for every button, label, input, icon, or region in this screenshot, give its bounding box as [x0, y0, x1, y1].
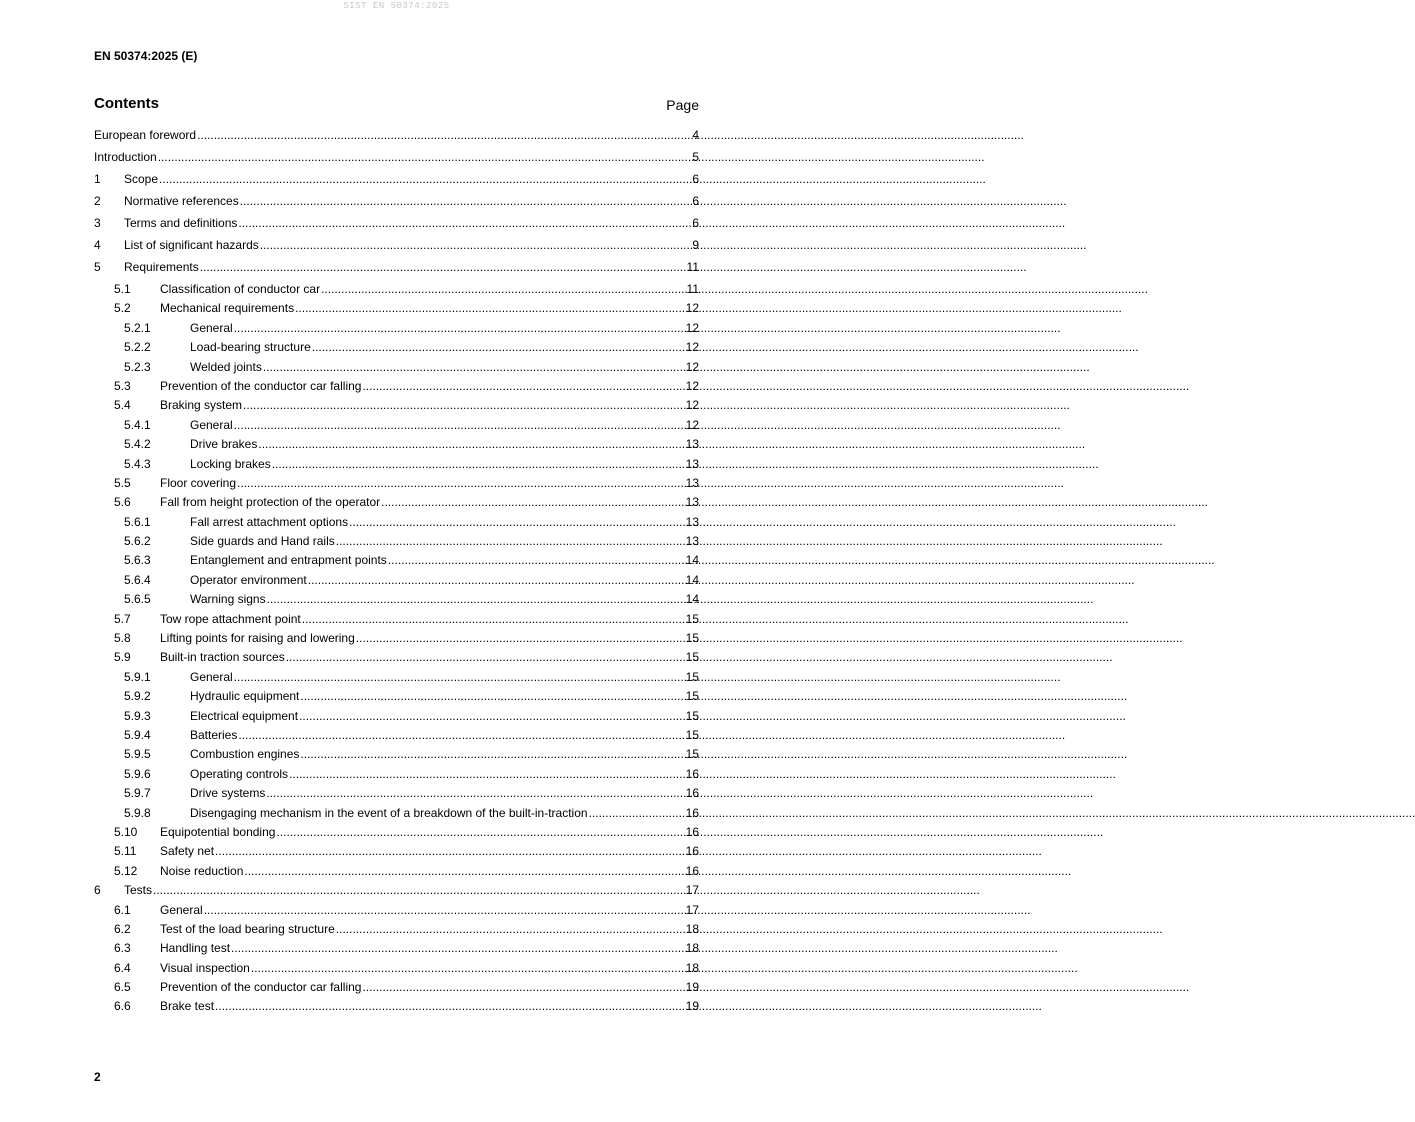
toc-entry-title: Mechanical requirements [160, 301, 295, 316]
toc-entry-page: 11 [686, 260, 699, 274]
toc-dot-leader [237, 476, 685, 491]
toc-entry-title: Floor covering [160, 475, 237, 490]
toc-dot-leader [158, 150, 690, 165]
contents-title: Contents [94, 95, 159, 112]
toc-entry[interactable] [94, 148, 699, 170]
toc-entry-number: 5.2.3 [124, 359, 151, 374]
toc-entry[interactable] [94, 170, 699, 192]
toc-entry-title: Combustion engines [190, 747, 300, 762]
toc-entry-number: 5.6.3 [124, 553, 151, 568]
toc-entry[interactable] [94, 513, 699, 532]
toc-entry[interactable] [94, 804, 699, 823]
toc-entry[interactable] [94, 881, 699, 900]
toc-entry-number: 5.9.7 [124, 786, 151, 801]
toc-entry-title: Safety net [160, 844, 215, 859]
toc-entry-title: Equipotential bonding [160, 824, 276, 839]
toc-entry-page: 12 [685, 398, 699, 413]
toc-dot-leader [276, 825, 684, 840]
toc-entry-title: Operating controls [190, 766, 289, 781]
toc-entry-title: Noise reduction [160, 863, 244, 878]
toc-entry-title: Brake test [160, 999, 215, 1014]
toc-entry-page: 15 [685, 631, 699, 646]
toc-entry-title: List of significant hazards [124, 238, 259, 252]
toc-entry-number: 5.4.3 [124, 456, 151, 471]
toc-entry-number: 5.3 [114, 378, 131, 393]
toc-entry[interactable] [94, 765, 699, 784]
toc-dot-leader [258, 437, 684, 452]
toc-entry-page: 16 [685, 863, 699, 878]
toc-entry-page: 12 [685, 301, 699, 316]
toc-entry[interactable] [94, 726, 699, 745]
toc-dot-leader [349, 515, 685, 530]
toc-entry-title: General [190, 320, 233, 335]
toc-entry-page: 13 [685, 534, 699, 549]
toc-entry-page: 12 [685, 340, 699, 355]
toc-entry-title: Side guards and Hand rails [190, 534, 335, 549]
toc-dot-leader [204, 903, 685, 918]
toc-dot-leader [308, 573, 685, 588]
toc-entry-number: 6.1 [114, 902, 131, 917]
toc-entry-page: 13 [685, 437, 699, 452]
toc-entry-number: 6 [94, 883, 101, 898]
toc-dot-leader [321, 282, 685, 297]
toc-dot-leader [234, 670, 685, 685]
toc-entry-title: Tow rope attachment point [160, 611, 301, 626]
toc-entry-page: 6 [692, 194, 699, 208]
toc-entry-page: 16 [685, 786, 699, 801]
toc-entry-page: 15 [685, 708, 699, 723]
toc-entry-title: Built-in traction sources [160, 650, 285, 665]
toc-entry-title: Batteries [190, 727, 238, 742]
toc-entry[interactable] [94, 842, 699, 861]
toc-entry-number: 5.5 [114, 475, 131, 490]
watermark: SIST EN 50374:2025 [343, 1, 450, 11]
toc-entry-title: Entanglement and entrapment points [190, 553, 387, 568]
toc-entry-page: 16 [685, 766, 699, 781]
toc-entry[interactable] [94, 862, 699, 881]
toc-dot-leader [336, 922, 685, 937]
toc-entry-title: Tests [124, 883, 153, 898]
page-column-label: Page [666, 97, 699, 113]
toc-entry-title: Classification of conductor car [160, 282, 321, 296]
toc-entry[interactable] [94, 920, 699, 939]
toc-dot-leader [388, 553, 685, 568]
toc-dot-leader [299, 709, 685, 724]
toc-entry-page: 12 [685, 359, 699, 374]
toc-dot-leader [266, 786, 684, 801]
toc-entry[interactable] [94, 377, 699, 396]
toc-entry-number: 5.10 [114, 824, 138, 839]
toc-entry[interactable] [94, 648, 699, 667]
toc-entry-page: 18 [685, 960, 699, 975]
toc-dot-leader [238, 216, 690, 231]
toc-entry-page: 16 [685, 824, 699, 839]
toc-entry-page: 17 [685, 883, 699, 898]
toc-entry-number: 5.4.2 [124, 437, 151, 452]
toc-entry-page: 13 [685, 456, 699, 471]
toc-entry-number: 5.6.4 [124, 572, 151, 587]
toc-dot-leader [302, 612, 685, 627]
toc-entry[interactable] [94, 258, 699, 280]
toc-entry-page: 18 [685, 921, 699, 936]
toc-entry[interactable] [94, 435, 699, 454]
toc-entry-title: Fall arrest attachment options [190, 514, 349, 529]
toc-entry-number: 2 [94, 194, 101, 208]
toc-entry-number: 5.6.2 [124, 534, 151, 549]
toc-entry-page: 9 [692, 238, 699, 252]
toc-entry[interactable] [94, 823, 699, 842]
toc-entry-page: 15 [685, 747, 699, 762]
toc-dot-leader [362, 980, 684, 995]
toc-dot-leader [251, 961, 685, 976]
toc-entry-page: 15 [685, 650, 699, 665]
toc-entry-title: Lifting points for raising and lowering [160, 631, 355, 646]
toc-entry-title: Requirements [124, 260, 199, 274]
toc-entry-title: Introduction [94, 150, 157, 164]
toc-entry-page: 16 [685, 805, 699, 820]
toc-entry-page: 14 [685, 553, 699, 568]
toc-entry-number: 5.8 [114, 631, 131, 646]
toc-entry-title: Warning signs [190, 592, 266, 607]
toc-entry-number: 5 [94, 260, 101, 274]
toc-dot-leader [312, 340, 685, 355]
toc-entry[interactable] [94, 707, 699, 726]
toc-dot-leader [243, 398, 685, 413]
toc-dot-leader [197, 128, 690, 143]
toc-dot-leader [589, 806, 685, 821]
toc-entry-number: 4 [94, 238, 101, 252]
table-of-contents [94, 126, 699, 1017]
toc-entry-number: 3 [94, 216, 101, 230]
toc-entry-page: 14 [685, 592, 699, 607]
toc-entry-number: 6.6 [114, 999, 131, 1014]
toc-entry-number: 5.2.1 [124, 320, 151, 335]
toc-entry-title: Normative references [124, 194, 239, 208]
toc-entry-title: Test of the load bearing structure [160, 921, 335, 936]
toc-dot-leader [234, 418, 685, 433]
toc-entry-number: 5.9.6 [124, 766, 151, 781]
toc-entry-title: Fall from height protection of the operator [160, 495, 381, 510]
toc-dot-leader [381, 495, 685, 510]
toc-entry[interactable] [94, 299, 699, 318]
toc-entry-title: Drive systems [190, 786, 266, 801]
toc-entry-page: 13 [685, 475, 699, 490]
toc-dot-leader [336, 534, 685, 549]
toc-entry-page: 5 [692, 150, 699, 164]
toc-dot-leader [356, 631, 685, 646]
toc-entry-number: 5.7 [114, 611, 131, 626]
toc-entry[interactable] [94, 939, 699, 958]
page-number: 2 [94, 1070, 101, 1084]
toc-dot-leader [286, 650, 685, 665]
toc-entry-number: 6.3 [114, 941, 131, 956]
toc-entry[interactable] [94, 687, 699, 706]
toc-dot-leader [295, 301, 685, 316]
toc-entry-number: 1 [94, 172, 101, 186]
toc-entry-page: 15 [685, 669, 699, 684]
toc-entry-number: 6.2 [114, 921, 131, 936]
toc-entry-page: 12 [685, 417, 699, 432]
toc-entry-title: Prevention of the conductor car falling [160, 980, 362, 995]
toc-entry-number: 5.6 [114, 495, 131, 510]
toc-entry[interactable] [94, 997, 699, 1016]
toc-entry-page: 12 [685, 320, 699, 335]
toc-entry-number: 5.1 [114, 282, 131, 296]
toc-entry-number: 5.9.2 [124, 689, 151, 704]
toc-entry[interactable] [94, 959, 699, 978]
toc-entry-number: 5.9.4 [124, 727, 151, 742]
toc-dot-leader [263, 360, 685, 375]
toc-entry-page: 15 [685, 727, 699, 742]
toc-entry-number: 5.11 [114, 844, 137, 859]
toc-entry[interactable] [94, 416, 699, 435]
toc-entry-number: 5.4.1 [124, 417, 151, 432]
toc-entry[interactable] [94, 590, 699, 609]
toc-entry[interactable] [94, 358, 699, 377]
toc-entry-title: Load-bearing structure [190, 340, 311, 355]
toc-dot-leader [215, 844, 685, 859]
toc-entry-number: 5.2.2 [124, 340, 151, 355]
toc-entry-number: 5.9.8 [124, 805, 151, 820]
toc-dot-leader [153, 883, 685, 898]
toc-entry-page: 11 [686, 282, 699, 296]
toc-entry[interactable] [94, 493, 699, 512]
toc-entry-page: 19 [685, 999, 699, 1014]
toc-entry[interactable] [94, 455, 699, 474]
toc-entry-page: 19 [685, 980, 699, 995]
toc-entry[interactable] [94, 978, 699, 997]
toc-entry[interactable] [94, 214, 699, 236]
toc-entry-title: European foreword [94, 128, 197, 142]
toc-entry[interactable] [94, 551, 699, 570]
toc-entry[interactable] [94, 396, 699, 415]
toc-entry[interactable] [94, 338, 699, 357]
toc-dot-leader [200, 260, 686, 275]
toc-entry-title: Prevention of the conductor car falling [160, 378, 362, 393]
toc-entry-number: 5.12 [114, 863, 138, 878]
toc-entry[interactable] [94, 532, 699, 551]
toc-entry[interactable] [94, 571, 699, 590]
toc-entry-number: 5.6.5 [124, 592, 151, 607]
toc-entry-title: Drive brakes [190, 437, 258, 452]
toc-dot-leader [260, 238, 690, 253]
toc-entry[interactable] [94, 629, 699, 648]
toc-entry-number: 5.9 [114, 650, 131, 665]
toc-dot-leader [289, 767, 685, 782]
toc-entry[interactable] [94, 745, 699, 764]
toc-dot-leader [238, 728, 684, 743]
toc-entry[interactable] [94, 474, 699, 493]
toc-dot-leader [231, 941, 685, 956]
toc-entry[interactable] [94, 610, 699, 629]
toc-entry[interactable] [94, 236, 699, 258]
toc-entry[interactable] [94, 126, 699, 148]
toc-dot-leader [300, 747, 684, 762]
toc-dot-leader [272, 457, 685, 472]
toc-entry-number: 5.9.3 [124, 708, 151, 723]
toc-dot-leader [244, 864, 684, 879]
toc-entry-number: 5.6.1 [124, 514, 151, 529]
toc-entry-number: 5.4 [114, 398, 131, 413]
toc-entry-title: Operator environment [190, 572, 307, 587]
toc-dot-leader [267, 592, 685, 607]
toc-entry-page: 6 [692, 172, 699, 186]
toc-entry-page: 6 [692, 216, 699, 230]
toc-entry-title: General [190, 417, 233, 432]
toc-entry-title: Braking system [160, 398, 243, 413]
toc-dot-leader [240, 194, 690, 209]
toc-entry-title: Electrical equipment [190, 708, 299, 723]
toc-entry[interactable] [94, 668, 699, 687]
toc-entry-title: Terms and definitions [124, 216, 238, 230]
toc-entry-page: 14 [685, 572, 699, 587]
toc-entry[interactable] [94, 784, 699, 803]
toc-entry-title: Welded joints [190, 359, 262, 374]
toc-entry-title: Hydraulic equipment [190, 689, 300, 704]
toc-entry-page: 12 [685, 378, 699, 393]
toc-entry-number: 5.9.1 [124, 669, 151, 684]
toc-entry-number: 5.2 [114, 301, 131, 316]
toc-entry-page: 13 [685, 495, 699, 510]
toc-entry-page: 15 [685, 689, 699, 704]
toc-dot-leader [159, 172, 690, 187]
toc-entry-title: Locking brakes [190, 456, 271, 471]
toc-entry-page: 4 [692, 128, 699, 142]
toc-entry[interactable] [94, 280, 699, 299]
toc-entry-number: 6.5 [114, 980, 131, 995]
toc-entry-title: Visual inspection [160, 960, 250, 975]
toc-entry-title: General [160, 902, 203, 917]
toc-entry-number: 5.9.5 [124, 747, 151, 762]
toc-entry-page: 18 [685, 941, 699, 956]
toc-entry-page: 17 [685, 902, 699, 917]
toc-entry-title: Scope [124, 172, 159, 186]
toc-entry-page: 15 [685, 611, 699, 626]
document-id: EN 50374:2025 (E) [94, 49, 198, 63]
toc-entry-title: General [190, 669, 233, 684]
toc-entry[interactable] [94, 319, 699, 338]
toc-dot-leader [362, 379, 684, 394]
toc-dot-leader [215, 999, 685, 1014]
toc-entry-page: 16 [685, 844, 699, 859]
toc-entry-title: Handling test [160, 941, 231, 956]
toc-entry-page: 13 [685, 514, 699, 529]
toc-entry-number: 6.4 [114, 960, 131, 975]
toc-dot-leader [234, 321, 685, 336]
toc-dot-leader [300, 689, 684, 704]
toc-entry[interactable] [94, 192, 699, 214]
toc-entry[interactable] [94, 901, 699, 920]
toc-entry-title: Disengaging mechanism in the event of a breakdown of the built-in-traction [190, 805, 588, 820]
